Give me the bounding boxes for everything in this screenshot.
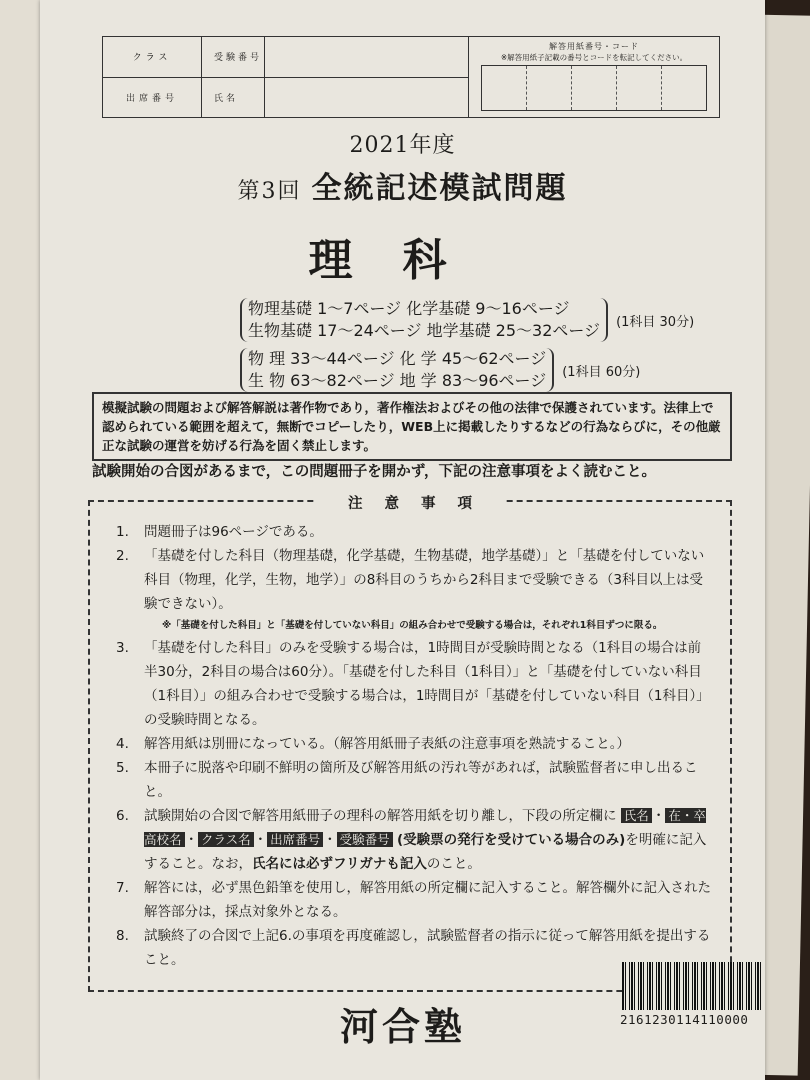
note-item [116, 732, 712, 756]
header-form [102, 36, 720, 118]
code-box [617, 66, 662, 110]
note-text: 解答用紙は別冊になっている。（解答用紙冊子表紙の注意事項を熟読すること。） [144, 736, 630, 752]
class-seat-column [103, 37, 202, 117]
code-box [662, 66, 706, 110]
note-text: 本冊子に脱落や印刷不鮮明の箇所及び解答用紙の汚れ等があれば，試験監督者に申し出ること。 [144, 760, 698, 800]
exam-round: 第3回 [237, 179, 302, 204]
advanced-subjects [240, 348, 740, 392]
note6-paren: (受験票の発行を受けている場合のみ) [396, 832, 626, 848]
time-note: (1科目 60分) [562, 364, 641, 380]
copyright-notice: 模擬試験の問題および解答解説は著作物であり，著作権法およびその他の法律で保護されています。法律上で認められている範囲を超えて，無断でコピーしたり，WEB上に掲載したりするなどの行為ならびに，その他厳正な試験の運営を妨げる行為を固く禁止します。 [92, 392, 732, 461]
code-box [572, 66, 617, 110]
notes-title-wrap [90, 492, 730, 516]
note-item [116, 876, 712, 924]
subject-title: 理科 [308, 235, 497, 286]
kawaijuku-logo: 河合塾 [340, 1005, 467, 1049]
exam-title [40, 163, 765, 207]
field-tag: 出席番号 [267, 832, 323, 847]
page-range-line: 生 物 63～82ページ 地 学 83～96ページ [248, 371, 547, 390]
note-sub: ※「基礎を付した科目」と「基礎を付していない科目」の組み合わせで受験する場合は，それぞれ1科目ずつに限る。 [162, 620, 663, 631]
note-number: 5. [116, 760, 129, 776]
note-text: 「基礎を付した科目（物理基礎，化学基礎，生物基礎，地学基礎）」と「基礎を付していない科目（物理，化学，生物，地学）」の8科目のうちから2科目まで受験できる（3科目以上は受験できない）。 [144, 548, 705, 612]
exam-no-label: 受験番号 [214, 37, 265, 77]
code-box [527, 66, 572, 110]
note-number: 4. [116, 736, 129, 752]
note-number: 8. [116, 928, 129, 944]
note-text: 試験終了の合図で上記6.の事項を再度確認し，試験監督者の指示に従って解答用紙を提出すること。 [144, 928, 711, 968]
note6-text: 試験開始の合図で解答用紙冊子の理科の解答用紙を切り離し，下段の所定欄に [144, 808, 617, 824]
field-tag: 氏名 [621, 808, 652, 823]
notes-title: 注意事項 [316, 496, 504, 512]
field-tag: 受験番号 [337, 832, 393, 847]
code-note: ※解答用紙子記載の番号とコードを転記してください。 [500, 53, 688, 62]
start-instruction: 試験開始の合図があるまで，この問題冊子を開かず，下記の注意事項をよく読むこと。 [92, 464, 657, 480]
code-boxes [481, 65, 707, 111]
basic-subject-lines [240, 298, 608, 342]
note-number: 6. [116, 808, 129, 824]
code-box [482, 66, 527, 110]
name-label: 氏名 [214, 78, 265, 118]
notes-box [88, 496, 732, 992]
seat-label: 出席番号 [125, 93, 178, 104]
note-text: 解答には，必ず黒色鉛筆を使用し，解答用紙の所定欄に記入すること。解答欄外に記入された解答部分は，採点対象外となる。 [144, 880, 711, 920]
exam-cover-page [40, 0, 765, 1080]
note-item [116, 520, 712, 544]
barcode-image [622, 962, 762, 1010]
code-title: 解答用紙番号・コード [549, 42, 639, 51]
note-item [116, 544, 712, 616]
note-item [116, 636, 712, 732]
advanced-subject-lines [240, 348, 554, 392]
exam-no-row [202, 37, 468, 78]
note-text: 問題冊子は96ページである。 [144, 524, 323, 540]
class-label: クラス [103, 37, 201, 78]
notes-list [116, 520, 712, 972]
note-item [116, 804, 712, 876]
page-range-line: 物 理 33～44ページ 化 学 45～62ページ [248, 349, 547, 368]
exam-name: 全統記述模試問題 [311, 171, 568, 206]
page-ranges [240, 298, 740, 398]
exam-name-column [202, 37, 469, 117]
note-number: 3. [116, 640, 129, 656]
note-number: 1. [116, 524, 129, 540]
note-text: 試験開始の合図で解答用紙冊子の理科の解答用紙を切り離し，下段の所定欄に 氏名 ・ 在・卒高校名 ・ クラス名 ・ 出席番号 ・ 受験番号 (受験票の発行を受けている場合のみ)を明確に記入すること。なお，氏名には必ずフリガナも記入のこと。 [144, 808, 707, 872]
note6-bold: 氏名には必ずフリガナも記入 [252, 856, 427, 872]
field-tag: 在・卒高校名 [144, 808, 706, 847]
note-number: 7. [116, 880, 129, 896]
note6-end: のこと。 [426, 856, 481, 872]
time-note: (1科目 30分) [616, 314, 695, 330]
note-text: 「基礎を付した科目」のみを受験する場合は，1時間目が受験時間となる（1科目の場合は前半30分，2科目の場合は60分）。「基礎を付した科目（1科目）」と「基礎を付していない科目（1科目）」の組み合わせで受験する場合は，1時間目が「基礎を付していない科目（1科目）」の受験時間となる。 [144, 640, 710, 728]
note6-tail: を明確に記入すること。なお， [144, 832, 707, 872]
note-number: 2. [116, 548, 129, 564]
barcode-number: 2161230114110000 [620, 1012, 749, 1027]
code-column [469, 37, 719, 117]
basic-subjects [240, 298, 740, 342]
page-range-line: 生物基礎 17～24ページ 地学基礎 25～32ページ [248, 321, 601, 340]
name-row [202, 78, 468, 118]
exam-year: 2021年度 [349, 133, 456, 158]
page-range-line: 物理基礎 1～7ページ 化学基礎 9～16ページ [248, 299, 570, 318]
field-tag: クラス名 [198, 832, 254, 847]
note-item [116, 756, 712, 804]
